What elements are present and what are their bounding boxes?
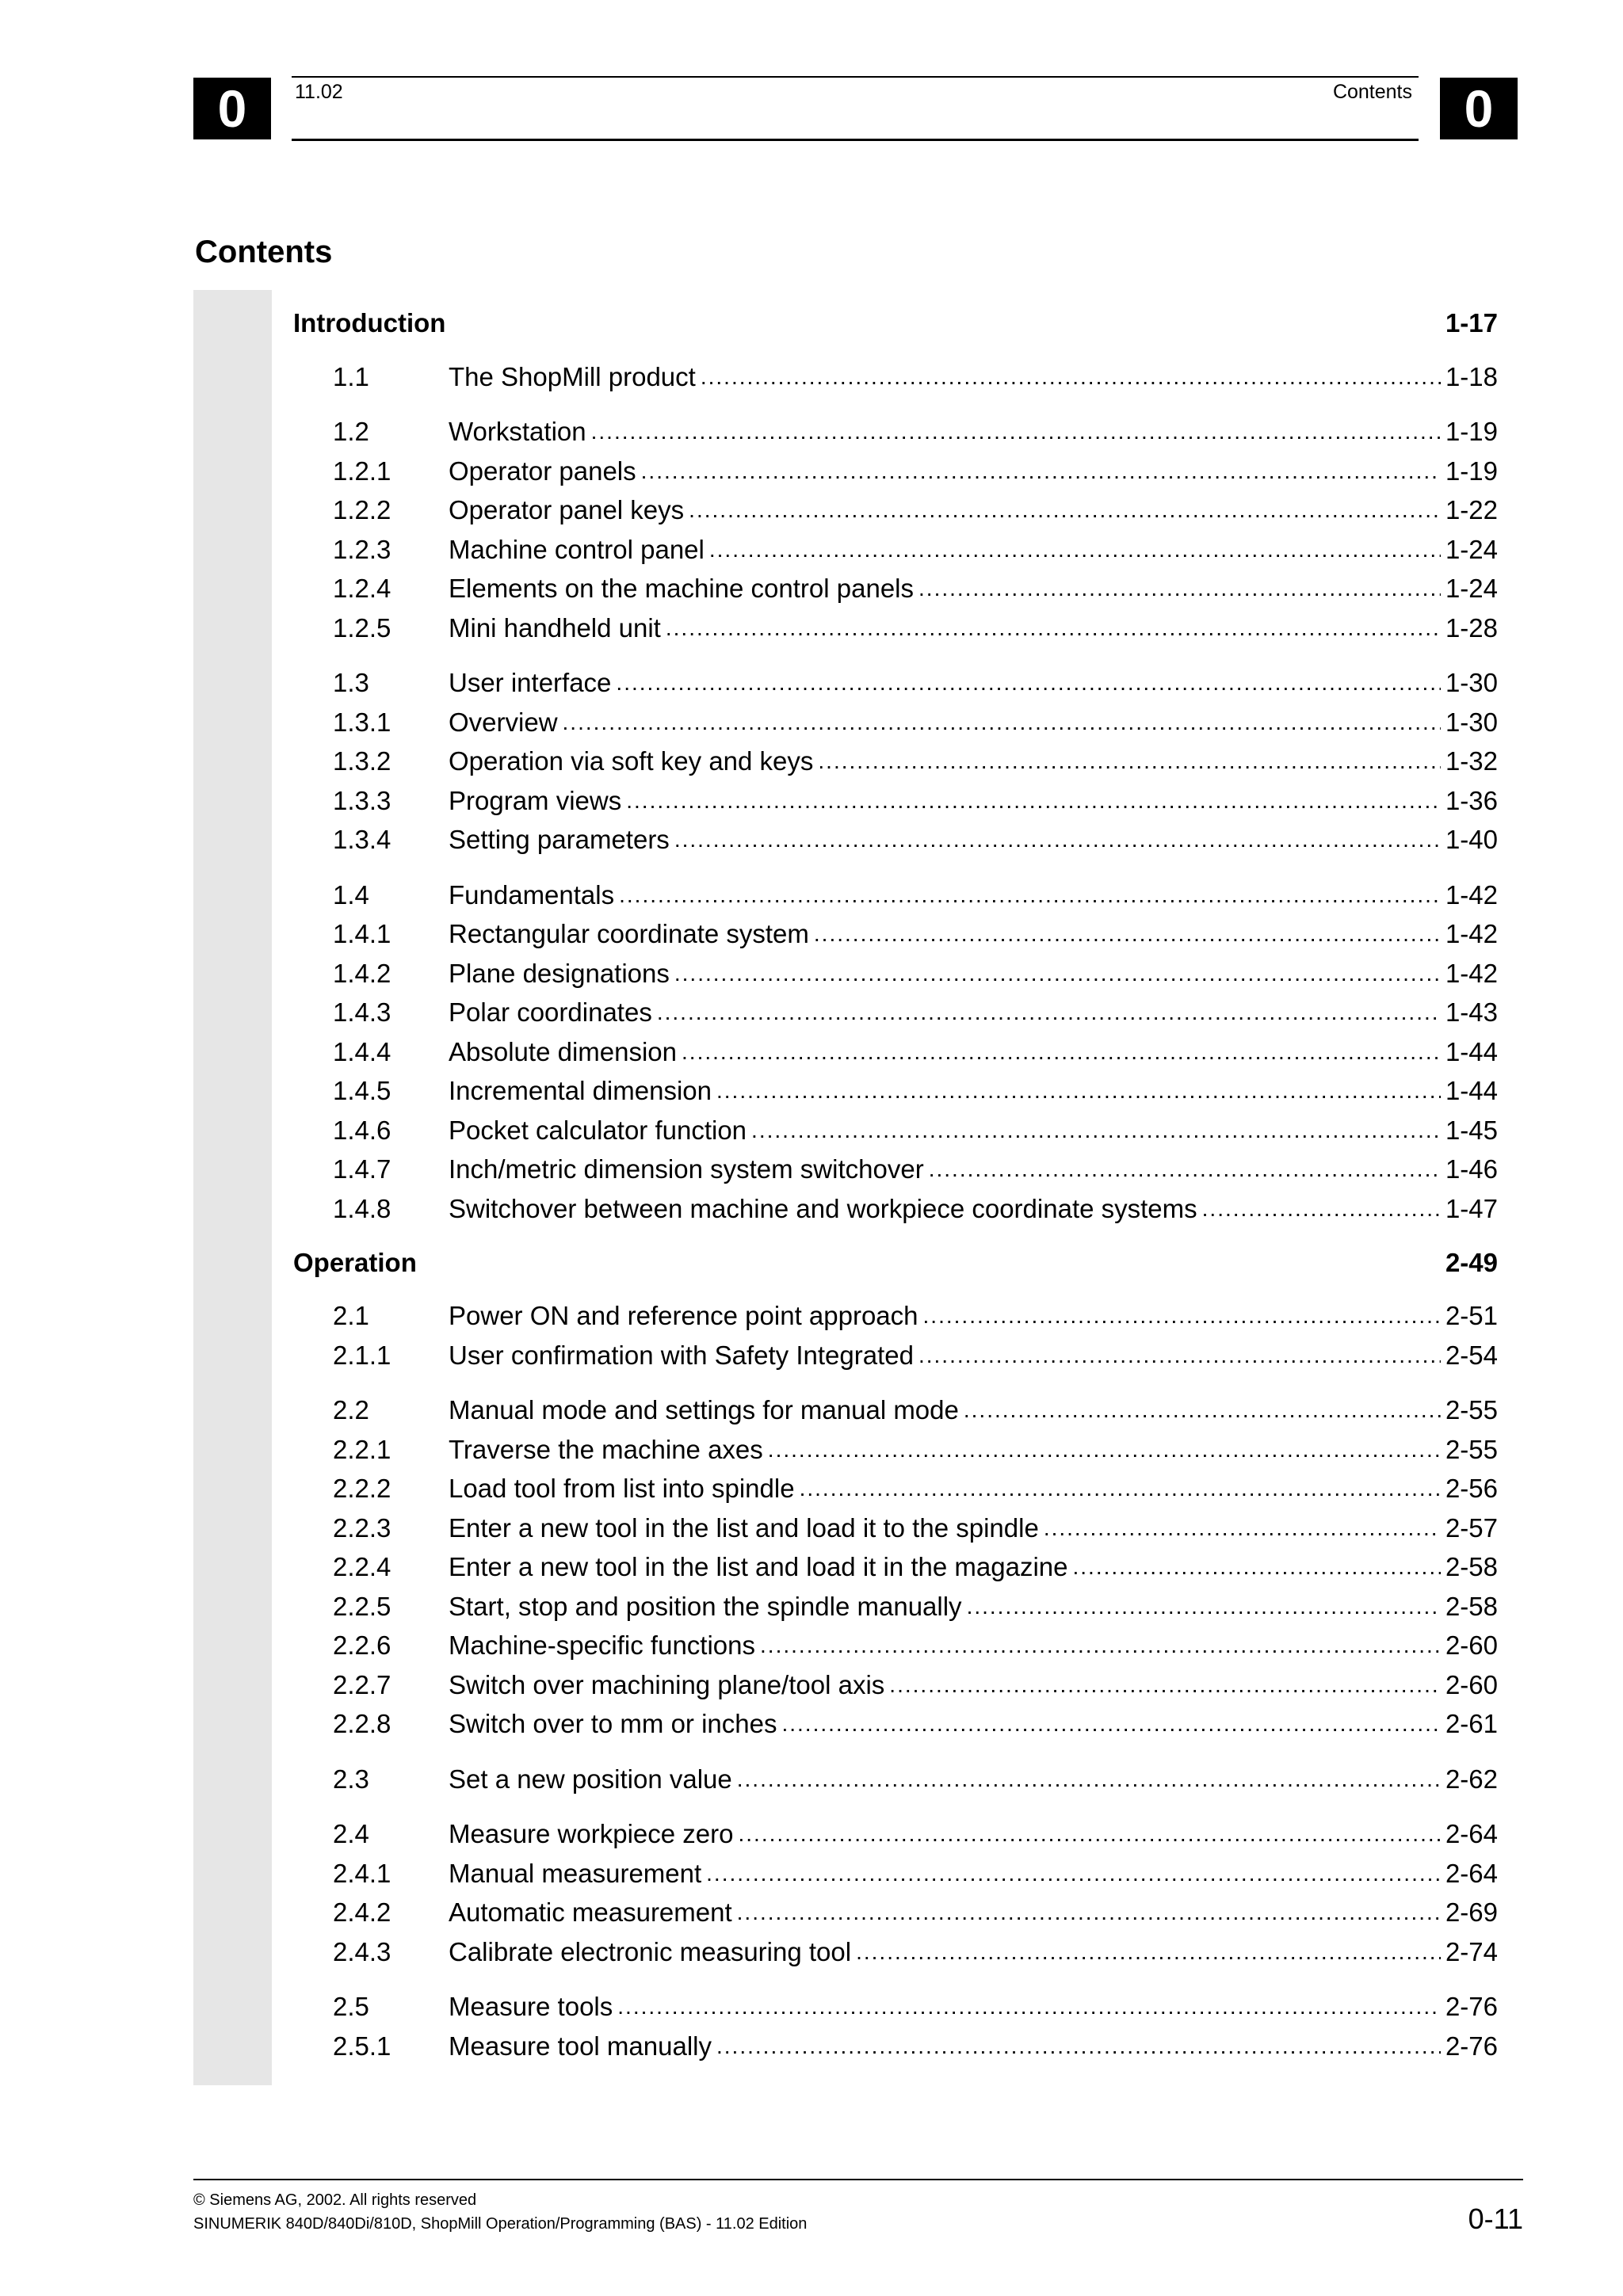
- toc-entry-title: User confirmation with Safety Integrated: [449, 1340, 914, 1370]
- toc-entry-number: 1.4.2: [333, 958, 391, 988]
- toc-entry-number: 1.4.8: [333, 1193, 391, 1223]
- toc-entry-number: 1.2.1: [333, 456, 391, 486]
- dot-leader: [626, 788, 1441, 814]
- toc-entry-number: 1.2.2: [333, 495, 391, 525]
- toc-entry[interactable]: [293, 1705, 1498, 1745]
- toc-entry[interactable]: [293, 1548, 1498, 1588]
- toc-entry-title: Enter a new tool in the list and load it to the spindle: [449, 1512, 1039, 1543]
- toc-entry-title: Measure tools: [449, 1992, 613, 2022]
- dot-leader: [929, 1157, 1441, 1182]
- toc-entry-page: 1-19: [1445, 417, 1498, 447]
- toc-entry-number: 1.4.1: [333, 919, 391, 949]
- dot-leader: [617, 1994, 1441, 2019]
- dot-leader: [1202, 1196, 1441, 1222]
- toc-entry[interactable]: [293, 1150, 1498, 1190]
- toc-entry-number: 1.1: [333, 361, 369, 391]
- toc-entry[interactable]: [293, 491, 1498, 531]
- toc-group: [293, 1760, 1498, 1799]
- toc-entry-page: 2-74: [1445, 1936, 1498, 1966]
- dot-leader: [781, 1711, 1440, 1737]
- toc-entry-number: 1.4.4: [333, 1036, 391, 1066]
- toc-entry[interactable]: [293, 1932, 1498, 1972]
- toc-entry[interactable]: [293, 1072, 1498, 1112]
- toc-entry-number: 2.2.4: [333, 1552, 391, 1582]
- dot-leader: [800, 1476, 1441, 1501]
- toc-entry[interactable]: [293, 1111, 1498, 1150]
- toc-entry[interactable]: [293, 1760, 1498, 1799]
- toc-entry-title: Polar coordinates: [449, 997, 652, 1028]
- toc-entry-number: 2.3: [333, 1764, 369, 1794]
- toc-entry-number: 1.2.3: [333, 534, 391, 564]
- toc-entry-page: 1-18: [1445, 361, 1498, 391]
- toc-entry-title: Setting parameters: [449, 825, 670, 855]
- dot-leader: [737, 1900, 1441, 1925]
- header-section: Contents: [1332, 81, 1412, 103]
- chapter-badge-right: 0: [1440, 78, 1518, 139]
- toc-entry-number: 1.4.3: [333, 997, 391, 1028]
- footer-rule: [193, 2179, 1523, 2180]
- dot-leader: [967, 1594, 1441, 1619]
- toc-entry-page: 2-76: [1445, 2031, 1498, 2061]
- toc-entry[interactable]: [293, 608, 1498, 648]
- toc-entry-title: Start, stop and position the spindle manually: [449, 1591, 962, 1621]
- dot-leader: [768, 1437, 1441, 1463]
- toc-entry-number: 2.4.1: [333, 1858, 391, 1888]
- toc-entry-title: Mini handheld unit: [449, 612, 661, 643]
- toc-entry-title: Set a new position value: [449, 1764, 732, 1794]
- toc-group: [293, 1988, 1498, 2066]
- header-rule-bottom: [292, 139, 1419, 141]
- toc-entry-number: 2.1.1: [333, 1340, 391, 1370]
- toc-entry-title: Elements on the machine control panels: [449, 574, 915, 604]
- toc-chapter-page: 2-49: [1445, 1247, 1498, 1277]
- dot-leader: [657, 1000, 1441, 1025]
- toc-entry-page: 1-44: [1445, 1076, 1498, 1106]
- toc-chapter-title: Introduction: [293, 308, 446, 338]
- dot-leader: [666, 616, 1441, 641]
- dot-leader: [964, 1398, 1441, 1423]
- toc-entry-page: 1-40: [1445, 825, 1498, 855]
- toc-entry-page: 2-57: [1445, 1512, 1498, 1543]
- toc-entry-page: 1-24: [1445, 534, 1498, 564]
- dot-leader: [689, 498, 1441, 523]
- toc-entry-title: Operator panels: [449, 456, 636, 486]
- toc-entry[interactable]: [293, 954, 1498, 994]
- toc-entry[interactable]: [293, 1627, 1498, 1666]
- toc-entry-page: 1-43: [1445, 997, 1498, 1028]
- footer-copyright: © Siemens AG, 2002. All rights reserved: [193, 2191, 477, 2209]
- toc-entry-number: 1.4.7: [333, 1154, 391, 1184]
- toc-entry-number: 1.2.4: [333, 574, 391, 604]
- toc-entry-number: 1.2.5: [333, 612, 391, 643]
- toc-entry-title: Load tool from list into spindle: [449, 1474, 795, 1504]
- toc-entry-number: 2.4: [333, 1819, 369, 1849]
- toc-entry[interactable]: [293, 530, 1498, 570]
- toc-entry-title: Power ON and reference point approach: [449, 1301, 918, 1331]
- toc-entry[interactable]: [293, 1430, 1498, 1470]
- toc-entry-number: 2.2.2: [333, 1474, 391, 1504]
- toc-entry-page: 2-58: [1445, 1591, 1498, 1621]
- toc-entry-number: 2.2: [333, 1395, 369, 1425]
- toc-entry-title: Workstation: [449, 417, 586, 447]
- toc-entry[interactable]: [293, 2027, 1498, 2066]
- toc-entry-title: Incremental dimension: [449, 1076, 712, 1106]
- toc-entry-page: 2-64: [1445, 1858, 1498, 1888]
- dot-leader: [674, 961, 1441, 986]
- toc-group: [293, 413, 1498, 648]
- dot-leader: [716, 2034, 1441, 2059]
- toc-chapter-page: 1-17: [1445, 308, 1498, 338]
- toc-entry[interactable]: [293, 1189, 1498, 1229]
- toc-entry-number: 2.5: [333, 1992, 369, 2022]
- toc-group: [293, 1391, 1498, 1745]
- dot-leader: [737, 1767, 1441, 1792]
- footer-document-title: SINUMERIK 840D/840Di/810D, ShopMill Operation/Programming (BAS) - 11.02 Edition: [193, 2215, 808, 2233]
- toc-entry-title: Operation via soft key and keys: [449, 746, 814, 776]
- toc-entry-number: 1.3: [333, 668, 369, 698]
- dot-leader: [818, 749, 1441, 774]
- toc-group: [293, 875, 1498, 1229]
- toc-entry-page: 1-36: [1445, 785, 1498, 815]
- toc-entry-page: 2-61: [1445, 1709, 1498, 1739]
- toc-group: [293, 357, 1498, 397]
- toc-entry-title: Manual mode and settings for manual mode: [449, 1395, 959, 1425]
- toc-entry-number: 1.4.5: [333, 1076, 391, 1106]
- toc-entry[interactable]: [293, 570, 1498, 609]
- toc-entry-page: 1-22: [1445, 495, 1498, 525]
- toc-entry-title: Switch over machining plane/tool axis: [449, 1669, 885, 1699]
- toc-entry[interactable]: [293, 1508, 1498, 1548]
- toc-entry[interactable]: [293, 821, 1498, 860]
- toc-entry-title: Pocket calculator function: [449, 1115, 747, 1145]
- toc-group: [293, 1815, 1498, 1972]
- toc-entry-page: 2-64: [1445, 1819, 1498, 1849]
- toc-entry-page: 1-30: [1445, 707, 1498, 737]
- dot-leader: [889, 1672, 1441, 1698]
- toc-entry-title: Switchover between machine and workpiece coordinate systems: [449, 1193, 1197, 1223]
- toc-entry-page: 1-32: [1445, 746, 1498, 776]
- toc-entry-page: 2-54: [1445, 1340, 1498, 1370]
- toc-entry-page: 2-55: [1445, 1395, 1498, 1425]
- dot-leader: [641, 459, 1441, 484]
- toc-entry[interactable]: [293, 703, 1498, 742]
- toc-entry-title: Machine control panel: [449, 534, 705, 564]
- toc-entry[interactable]: [293, 1894, 1498, 1933]
- toc-entry[interactable]: [293, 1815, 1498, 1855]
- toc-entry-page: 2-69: [1445, 1897, 1498, 1928]
- toc-entry[interactable]: [293, 1391, 1498, 1431]
- toc-entry-title: Measure workpiece zero: [449, 1819, 734, 1849]
- toc-entry[interactable]: [293, 742, 1498, 782]
- toc-entry-title: User interface: [449, 668, 612, 698]
- toc-entry-page: 1-47: [1445, 1193, 1498, 1223]
- toc-entry-page: 1-28: [1445, 612, 1498, 643]
- toc-entry-page: 1-42: [1445, 879, 1498, 910]
- toc-entry-number: 1.3.3: [333, 785, 391, 815]
- toc-entry-page: 1-24: [1445, 574, 1498, 604]
- dot-leader: [739, 1821, 1441, 1847]
- toc-entry-number: 2.2.5: [333, 1591, 391, 1621]
- toc-entry-page: 1-44: [1445, 1036, 1498, 1066]
- toc-entry-title: Inch/metric dimension system switchover: [449, 1154, 924, 1184]
- dot-leader: [1044, 1516, 1441, 1541]
- toc-entry-title: Operator panel keys: [449, 495, 685, 525]
- dot-leader: [923, 1303, 1441, 1329]
- toc-entry[interactable]: [293, 413, 1498, 452]
- toc-entry-page: 2-62: [1445, 1764, 1498, 1794]
- toc-entry-number: 2.2.8: [333, 1709, 391, 1739]
- toc-entry-title: Calibrate electronic measuring tool: [449, 1936, 852, 1966]
- toc-chapter-title: Operation: [293, 1247, 417, 1277]
- toc-entry-title: Plane designations: [449, 958, 670, 988]
- dot-leader: [760, 1633, 1441, 1658]
- dot-leader: [701, 364, 1441, 390]
- toc-entry[interactable]: [293, 1032, 1498, 1072]
- chapter-badge-left: 0: [193, 78, 271, 139]
- toc-entry[interactable]: [293, 875, 1498, 915]
- toc-entry-page: 2-55: [1445, 1434, 1498, 1464]
- dot-leader: [682, 1039, 1441, 1065]
- toc-entry-number: 2.5.1: [333, 2031, 391, 2061]
- toc-entry[interactable]: [293, 781, 1498, 821]
- toc-entry-title: Measure tool manually: [449, 2031, 712, 2061]
- toc-entry-number: 2.2.3: [333, 1512, 391, 1543]
- dot-leader: [619, 883, 1441, 908]
- dot-leader: [563, 710, 1441, 735]
- toc-entry-number: 1.2: [333, 417, 369, 447]
- dot-leader: [918, 576, 1441, 601]
- toc-entry-page: 2-60: [1445, 1630, 1498, 1661]
- dot-leader: [674, 827, 1441, 852]
- header-rule-top: [292, 76, 1419, 78]
- dot-leader: [918, 1343, 1441, 1368]
- toc-entry[interactable]: [293, 1297, 1498, 1337]
- toc-entry[interactable]: [293, 994, 1498, 1033]
- toc-entry-title: Program views: [449, 785, 622, 815]
- toc-entry-number: 1.3.4: [333, 825, 391, 855]
- toc-group: [293, 1297, 1498, 1375]
- toc-entry-page: 1-46: [1445, 1154, 1498, 1184]
- toc-entry-title: Switch over to mm or inches: [449, 1709, 777, 1739]
- toc-entry-page: 2-76: [1445, 1992, 1498, 2022]
- margin-bar: [193, 290, 272, 2085]
- toc-entry-page: 1-42: [1445, 919, 1498, 949]
- toc-entry-title: The ShopMill product: [449, 361, 696, 391]
- dot-leader: [814, 921, 1441, 947]
- toc-entry-number: 1.3.2: [333, 746, 391, 776]
- dot-leader: [591, 419, 1441, 444]
- toc-entry-number: 2.2.7: [333, 1669, 391, 1699]
- dot-leader: [751, 1118, 1441, 1143]
- table-of-contents: [293, 289, 1498, 2066]
- toc-entry[interactable]: [293, 915, 1498, 955]
- toc-entry[interactable]: [293, 1854, 1498, 1894]
- toc-entry[interactable]: [293, 1470, 1498, 1509]
- page-title: Contents: [195, 235, 333, 269]
- toc-entry[interactable]: [293, 1587, 1498, 1627]
- toc-entry-title: Rectangular coordinate system: [449, 919, 809, 949]
- toc-entry-title: Traverse the machine axes: [449, 1434, 763, 1464]
- toc-entry-title: Absolute dimension: [449, 1036, 678, 1066]
- toc-entry-title: Automatic measurement: [449, 1897, 732, 1928]
- toc-entry-number: 2.2.1: [333, 1434, 391, 1464]
- toc-entry[interactable]: [293, 1665, 1498, 1705]
- toc-entry-page: 2-58: [1445, 1552, 1498, 1582]
- toc-entry-title: Overview: [449, 707, 558, 737]
- toc-entry-number: 2.2.6: [333, 1630, 391, 1661]
- toc-entry-title: Enter a new tool in the list and load it in the magazine: [449, 1552, 1068, 1582]
- toc-entry[interactable]: [293, 664, 1498, 704]
- toc-entry[interactable]: [293, 357, 1498, 397]
- toc-entry-number: 1.4: [333, 879, 369, 910]
- toc-entry-page: 1-30: [1445, 668, 1498, 698]
- dot-leader: [856, 1939, 1441, 1965]
- dot-leader: [616, 670, 1441, 696]
- toc-entry-number: 2.4.3: [333, 1936, 391, 1966]
- toc-chapter-heading[interactable]: [293, 1229, 1498, 1297]
- toc-group: [293, 664, 1498, 860]
- toc-entry-page: 2-56: [1445, 1474, 1498, 1504]
- footer-page-number: 0-11: [1468, 2203, 1523, 2235]
- toc-entry-number: 1.4.6: [333, 1115, 391, 1145]
- toc-entry-page: 2-60: [1445, 1669, 1498, 1699]
- toc-entry-number: 1.3.1: [333, 707, 391, 737]
- dot-leader: [1072, 1554, 1440, 1580]
- toc-entry-page: 1-19: [1445, 456, 1498, 486]
- toc-entry-number: 2.4.2: [333, 1897, 391, 1928]
- dot-leader: [706, 1861, 1441, 1886]
- toc-entry-title: Manual measurement: [449, 1858, 702, 1888]
- toc-chapter-heading[interactable]: [293, 289, 1498, 357]
- dot-leader: [709, 537, 1441, 563]
- toc-entry[interactable]: [293, 452, 1498, 491]
- toc-entry[interactable]: [293, 1336, 1498, 1375]
- dot-leader: [716, 1078, 1441, 1104]
- toc-entry-page: 1-45: [1445, 1115, 1498, 1145]
- header-date: 11.02: [295, 81, 343, 103]
- toc-entry-title: Fundamentals: [449, 879, 615, 910]
- toc-entry[interactable]: [293, 1988, 1498, 2027]
- toc-entry-title: Machine-specific functions: [449, 1630, 756, 1661]
- toc-entry-number: 2.1: [333, 1301, 369, 1331]
- toc-entry-page: 1-42: [1445, 958, 1498, 988]
- toc-entry-page: 2-51: [1445, 1301, 1498, 1331]
